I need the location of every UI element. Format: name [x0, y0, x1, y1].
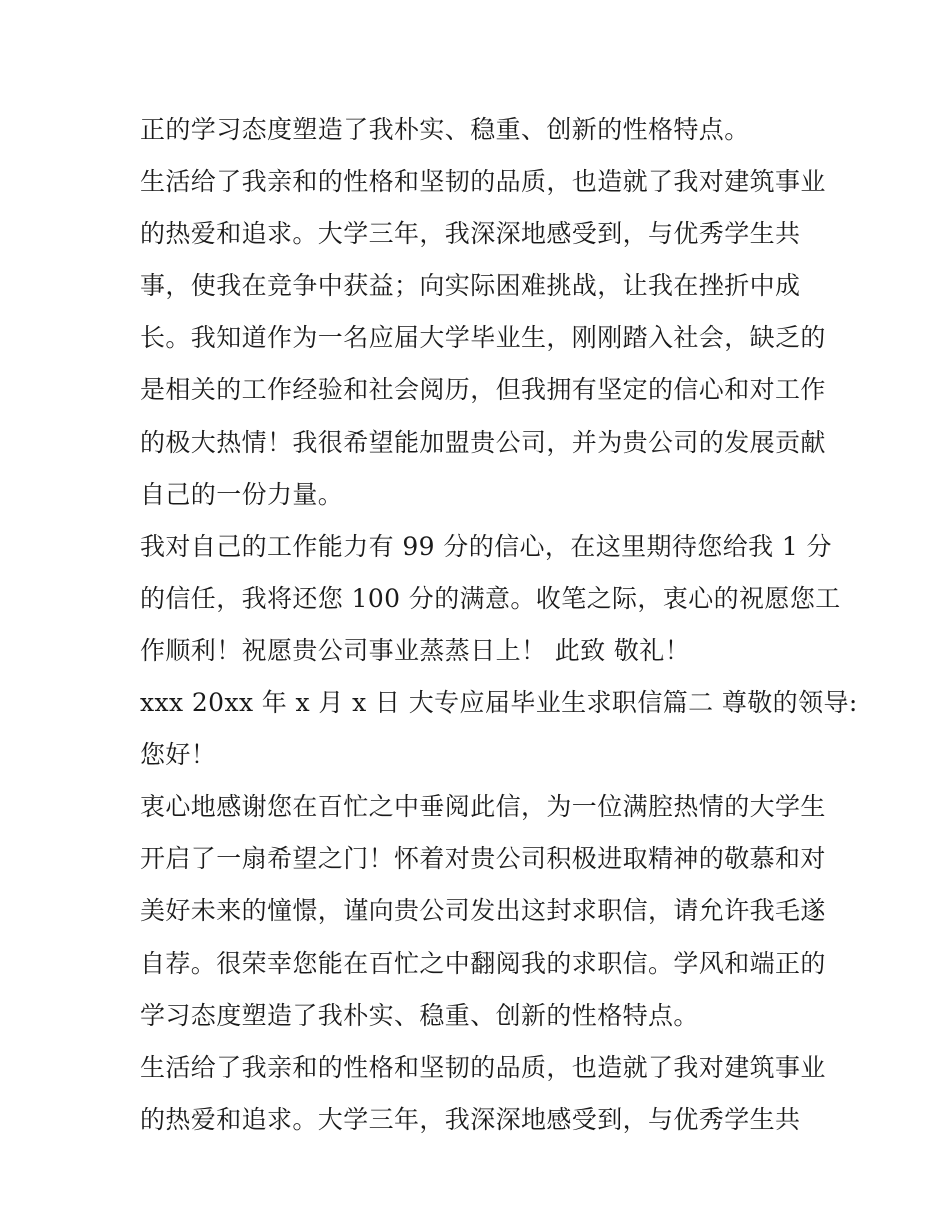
- text-line: 的极大热情！我很希望能加盟贵公司，并为贵公司的发展贡献: [140, 427, 826, 457]
- document-body: [140, 104, 858, 1146]
- text-line: 长。我知道作为一名应届大学毕业生，刚刚踏入社会，缺乏的: [140, 323, 826, 353]
- text-line: 正的学习态度塑造了我朴实、稳重、创新的性格特点。: [140, 115, 750, 144]
- text-line: 衷心地感谢您在百忙之中垂阅此信，为一位满腔热情的大学生: [140, 792, 826, 822]
- text-line: 开启了一扇希望之门！怀着对贵公司积极进取精神的敬慕和对: [140, 844, 826, 874]
- text-line: 自己的一份力量。: [140, 479, 344, 509]
- text-line: 的信任，我将还您 100 分的满意。收笔之际，衷心的祝愿您工: [140, 583, 841, 613]
- text-line: xxx 20xx 年 x 月 x 日 大专应届毕业生求职信篇二 尊敬的领导:: [140, 688, 858, 718]
- text-line: 学习态度塑造了我朴实、稳重、创新的性格特点。: [140, 1000, 699, 1030]
- text-line: 作顺利！祝愿贵公司事业蒸蒸日上！ 此致 敬礼！: [140, 635, 691, 665]
- text-line: 生活给了我亲和的性格和坚韧的品质，也造就了我对建筑事业: [140, 167, 826, 197]
- text-line: 我对自己的工作能力有 99 分的信心，在这里期待您给我 1 分: [140, 531, 832, 561]
- text-line: 是相关的工作经验和社会阅历，但我拥有坚定的信心和对工作: [140, 375, 826, 405]
- text-line: 的热爱和追求。大学三年，我深深地感受到，与优秀学生共: [140, 1104, 801, 1134]
- text-line: 自荐。很荣幸您能在百忙之中翻阅我的求职信。学风和端正的: [140, 948, 826, 978]
- text-line: 事，使我在竞争中获益；向实际困难挑战，让我在挫折中成: [140, 271, 801, 301]
- text-line: 生活给了我亲和的性格和坚韧的品质，也造就了我对建筑事业: [140, 1052, 826, 1082]
- text-line: 您好！: [140, 740, 217, 770]
- text-line: 美好未来的憧憬，谨向贵公司发出这封求职信，请允许我毛遂: [140, 896, 826, 926]
- text-line: 的热爱和追求。大学三年，我深深地感受到，与优秀学生共: [140, 219, 801, 249]
